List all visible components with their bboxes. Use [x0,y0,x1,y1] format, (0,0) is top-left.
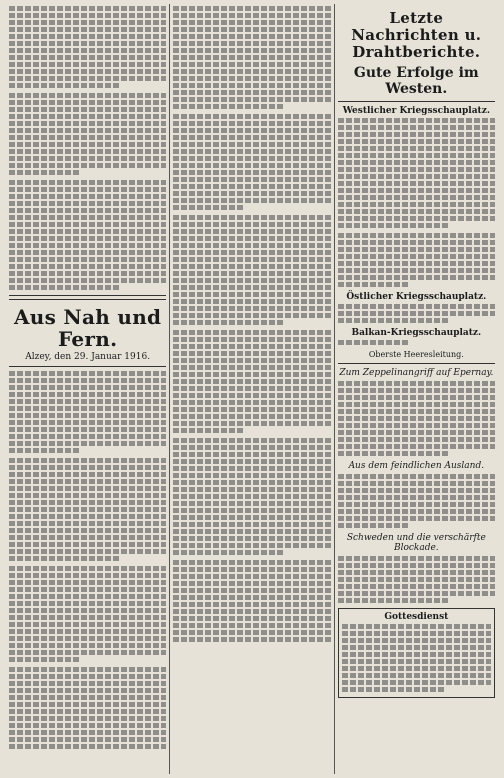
article-paragraph [338,381,495,456]
article-paragraph [9,667,166,749]
article-paragraph [173,438,330,555]
article-paragraph [9,566,166,662]
subheading: Östlicher Kriegsschauplatz. [346,292,487,302]
article-paragraph [173,114,330,210]
subheading: Westlicher Kriegsschauplatz. [342,106,490,116]
article-paragraph [173,215,330,325]
article-paragraph [9,180,166,290]
headline: Gute Erfolge im Westen. [353,65,479,97]
article-paragraph [338,474,495,528]
subheading: Aus dem feindlichen Ausland. [348,461,485,471]
article-paragraph [338,340,495,345]
section-title: Letzte Nachrichten u. Drahtberichte. [351,9,482,61]
article-paragraph [9,371,166,453]
column-left [6,4,170,774]
notice-title: Gottesdienst [384,612,449,622]
article-paragraph [338,118,495,228]
article-paragraph [338,304,495,323]
section-divider [9,295,166,300]
subheading: Balkan-Kriegsschauplatz. [351,328,482,338]
divider [338,363,495,364]
column-middle [170,4,334,774]
signature-label: Oberste Heeresleitung. [368,350,464,359]
notice-box [338,608,495,698]
column-right [335,4,498,774]
article-paragraph [173,6,330,109]
article-paragraph [173,560,330,642]
subheading: Zum Zeppelinangriff auf Epernay. [339,368,494,378]
subheading: Schweden und die verschärfte Blockade. [346,533,486,553]
article-paragraph [9,458,166,561]
divider [338,101,495,102]
article-paragraph [338,233,495,287]
article-paragraph [9,6,166,88]
section-title: Aus Nah und Fern. [13,305,162,351]
article-paragraph [338,556,495,603]
article-paragraph [9,93,166,175]
divider [9,366,166,367]
article-paragraph [173,330,330,433]
section-dateline: Alzey, den 29. Januar 1916. [25,352,151,362]
